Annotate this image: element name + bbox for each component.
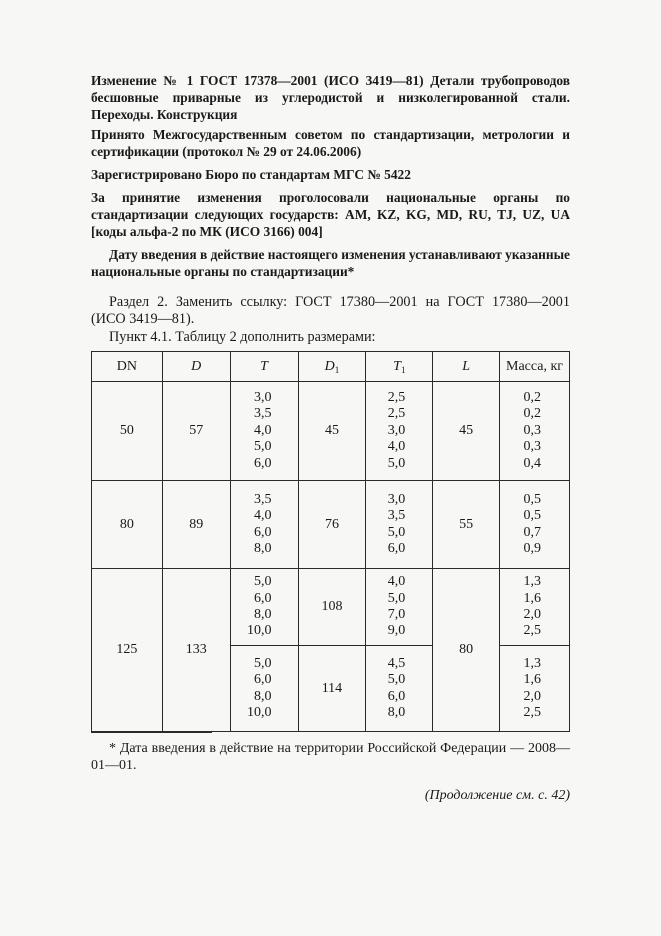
cell-l: 45 [433, 382, 500, 481]
cell-l: 80 [433, 569, 500, 732]
t1-value: 2,5 [387, 389, 406, 405]
mass-value: 0,4 [523, 455, 541, 471]
header-t1 [366, 352, 433, 382]
t1-value: 5,0 [387, 590, 406, 606]
header-t1-text: T [393, 358, 401, 374]
mass-value: 1,3 [523, 574, 541, 590]
mass-value: 2,5 [523, 623, 541, 639]
t1-value: 3,5 [387, 508, 406, 524]
section-2-paragraph: Раздел 2. Заменить ссылку: ГОСТ 17380—2001 на ГОСТ 17380—2001 (ИСО 3419—81). [91, 294, 570, 327]
mass-value: 2,0 [523, 607, 541, 622]
mass-value: 1,3 [523, 655, 541, 671]
mass-value: 2,0 [523, 688, 541, 704]
t1-value: 5,0 [387, 524, 406, 540]
t-value: 6,0 [254, 455, 272, 471]
t1-value: 5,0 [387, 672, 406, 688]
header-dn: DN [92, 352, 163, 382]
dimensions-table [91, 351, 570, 732]
mass-value: 0,9 [523, 540, 541, 556]
table-header-row [92, 352, 570, 382]
cell-d: 89 [162, 481, 230, 569]
cell-mass [500, 646, 570, 732]
header-d1 [298, 352, 366, 382]
mass-value: 0,5 [523, 508, 541, 524]
voting-note: За принятие изменения проголосовали национальные органы по стандартизации следующих государств: AM, KZ, KG, MD, RU, TJ, UZ, UA [коды альфа-2 по МК (ИСО 3166) 004] [91, 190, 570, 239]
t-value: 10,0 [247, 623, 272, 639]
t-value: 4,0 [254, 422, 272, 438]
t1-value: 4,0 [387, 439, 406, 455]
mass-value: 1,6 [523, 672, 541, 688]
mass-value: 0,7 [523, 524, 541, 540]
cell-l: 55 [433, 481, 500, 569]
cell-d1: 76 [298, 481, 366, 569]
cell-dn: 80 [92, 481, 163, 569]
document-page [91, 72, 570, 732]
cell-t1 [366, 569, 433, 646]
t1-value: 6,0 [387, 540, 406, 556]
t1-value: 7,0 [387, 607, 406, 622]
header-t1-sub: 1 [400, 364, 406, 375]
footnote: * Дата введения в действие на территории Российской Федерации — 2008—01—01. [91, 741, 570, 773]
header-mass: Масса, кг [500, 352, 570, 382]
header-t: T [230, 352, 298, 382]
cell-t [230, 481, 298, 569]
mass-value: 0,2 [523, 389, 541, 405]
t1-value: 4,5 [387, 655, 406, 671]
registration-note: Зарегистрировано Бюро по стандартам МГС № 5422 [91, 167, 411, 182]
mass-value: 0,3 [523, 439, 541, 455]
t-value: 3,5 [254, 491, 272, 507]
cell-dn: 50 [92, 382, 163, 481]
footnote-separator [91, 732, 212, 733]
cell-mass [500, 481, 570, 569]
header-l: L [433, 352, 500, 382]
cell-mass [500, 569, 570, 646]
t-value: 6,0 [254, 524, 272, 540]
t-value: 6,0 [254, 590, 272, 606]
t1-value: 8,0 [387, 704, 406, 720]
mass-value: 2,5 [523, 704, 541, 720]
table-row [92, 569, 570, 646]
t1-value: 2,5 [387, 406, 406, 422]
mass-value: 0,3 [523, 422, 541, 438]
cell-d1: 108 [298, 569, 366, 646]
t-value: 8,0 [254, 540, 272, 556]
cell-t [230, 569, 298, 646]
mass-value: 0,2 [523, 406, 541, 422]
continuation-note: (Продолжение см. с. 42) [424, 788, 570, 803]
t-value: 3,5 [254, 406, 272, 422]
t-value: 8,0 [254, 688, 272, 704]
cell-t [230, 382, 298, 481]
t-value: 5,0 [254, 655, 272, 671]
t-value: 8,0 [254, 607, 272, 622]
t-value: 5,0 [254, 439, 272, 455]
t-value: 3,0 [254, 389, 272, 405]
document-title: Изменение № 1 ГОСТ 17378—2001 (ИСО 3419—81) Детали трубопроводов бесшовные приварные из углеродистой и низколегированной стали. Переходы. Конструкция [91, 73, 570, 122]
header-d1-sub: 1 [334, 364, 340, 375]
cell-t1 [366, 646, 433, 732]
table-row [92, 481, 570, 569]
mass-value: 1,6 [523, 590, 541, 606]
t-value: 10,0 [247, 704, 272, 720]
cell-t1 [366, 481, 433, 569]
t1-value: 3,0 [387, 491, 406, 507]
cell-t1 [366, 382, 433, 481]
cell-d1: 45 [298, 382, 366, 481]
cell-dn: 125 [92, 569, 163, 732]
mass-value: 0,5 [523, 491, 541, 507]
t-value: 5,0 [254, 574, 272, 590]
t1-value: 5,0 [387, 455, 406, 471]
t1-value: 4,0 [387, 574, 406, 590]
t1-value: 6,0 [387, 688, 406, 704]
cell-d1: 114 [298, 646, 366, 732]
t1-value: 3,0 [387, 422, 406, 438]
t-value: 4,0 [254, 508, 272, 524]
cell-d: 133 [162, 569, 230, 732]
adoption-note: Принято Межгосударственным советом по стандартизации, метрологии и сертификации (протокол № 29 от 24.06.2006) [91, 127, 570, 159]
t1-value: 9,0 [387, 623, 406, 639]
t-value: 6,0 [254, 672, 272, 688]
header-d1-text: D [324, 358, 335, 374]
effective-date-note: Дату введения в действие настоящего изменения устанавливают указанные национальные органы по стандартизации* [91, 247, 570, 279]
item-4-1-paragraph: Пункт 4.1. Таблицу 2 дополнить размерами: [109, 329, 376, 345]
header-d: D [162, 352, 230, 382]
cell-d: 57 [162, 382, 230, 481]
cell-mass [500, 382, 570, 481]
cell-t [230, 646, 298, 732]
table-row [92, 382, 570, 481]
